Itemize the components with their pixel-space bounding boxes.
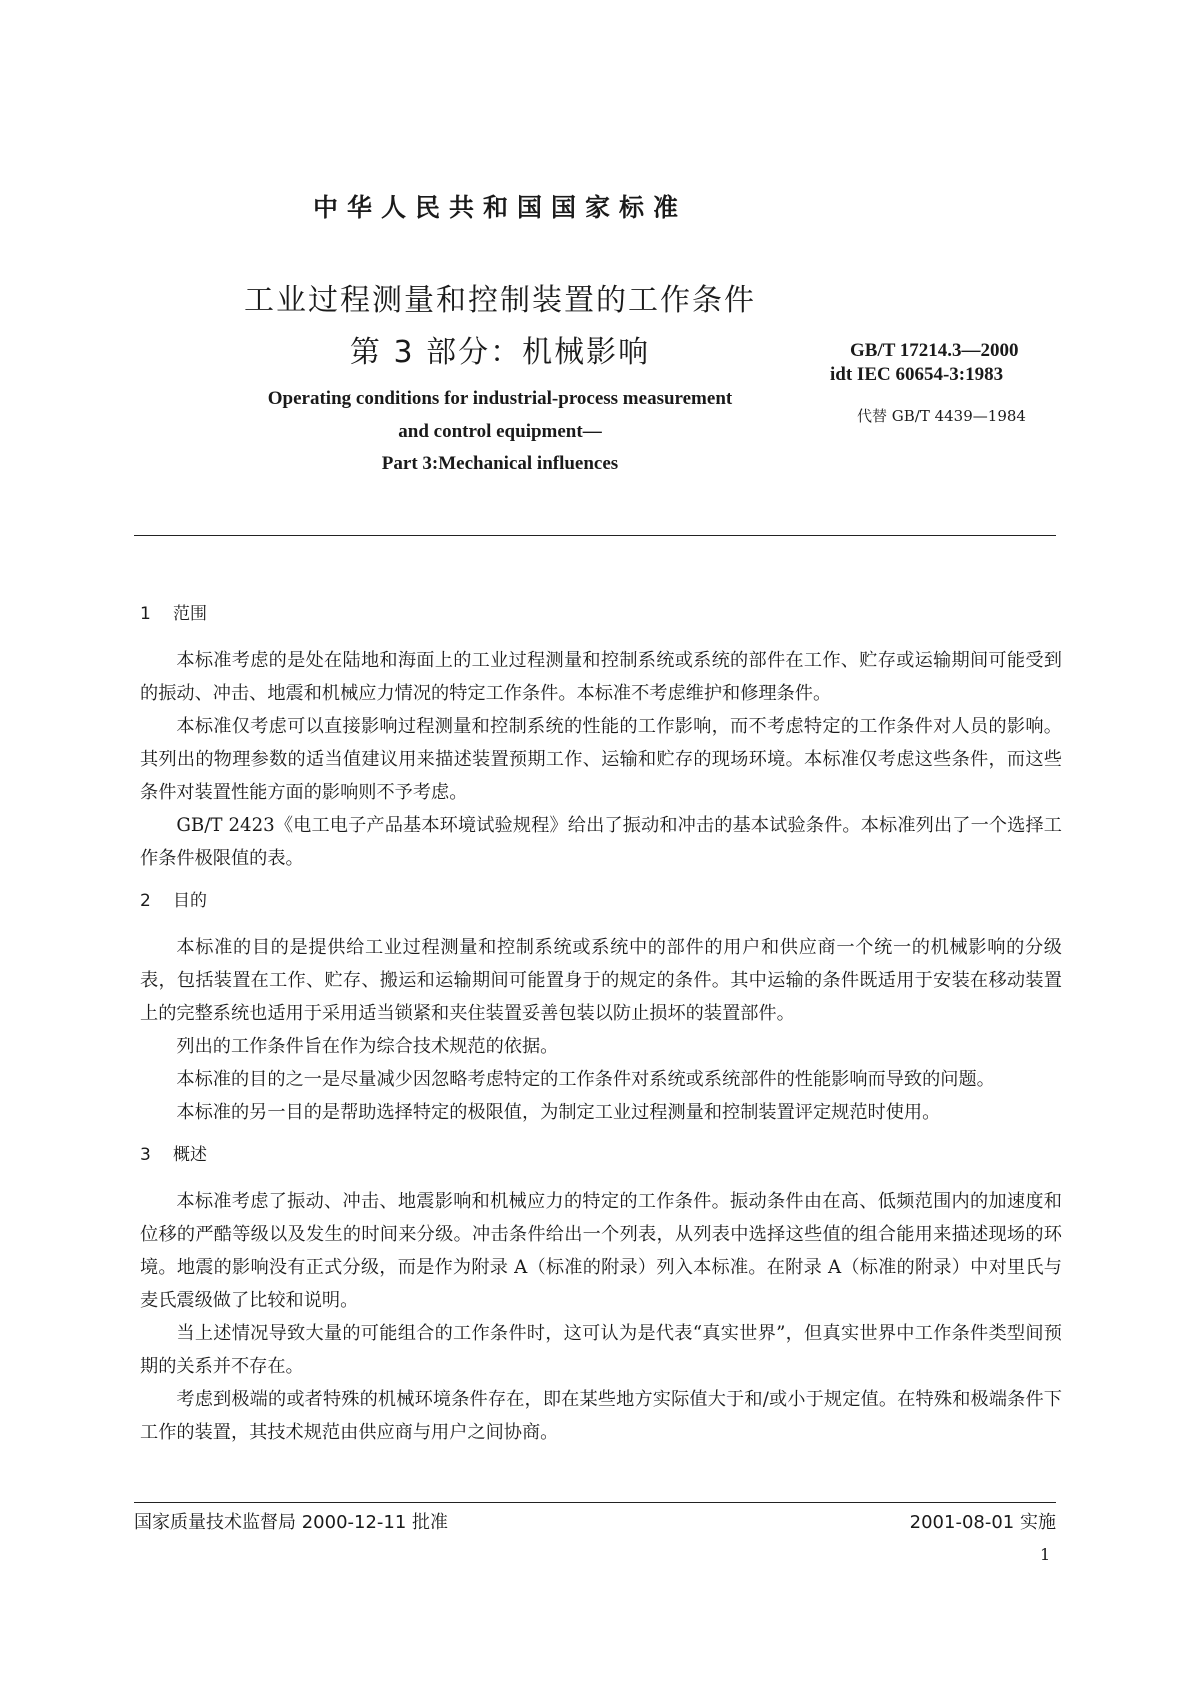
english-title-line1: Operating conditions for industrial-process measurement [267, 388, 733, 409]
english-title-line3: Part 3:Mechanical influences [381, 453, 619, 474]
paragraph: 本标准的目的是提供给工业过程测量和控制系统或系统中的部件的用户和供应商一个统一的机械影响的分级表，包括装置在工作、贮存、搬运和运输期间可能置身于的规定的条件。其中运输的条件既适用于安装在移动装置上的完整系统也适用于采用适当锁紧和夹住装置妥善包装以防止损坏的装置部件。 [140, 937, 1062, 1024]
paragraph: 列出的工作条件旨在作为综合技术规范的依据。 [176, 1036, 559, 1057]
footer-divider [134, 1502, 1056, 1503]
paragraph: 本标准仅考虑可以直接影响过程测量和控制系统的性能的工作影响，而不考虑特定的工作条件对人员的影响。其列出的物理参数的适当值建议用来描述装置预期工作、运输和贮存的现场环境。本标准仅考虑这些条件，而这些条件对装置性能方面的影响则不予考虑。 [140, 716, 1062, 803]
paragraph: GB/T 2423《电工电子产品基本环境试验规程》给出了振动和冲击的基本试验条件。本标准列出了一个选择工作条件极限值的表。 [140, 815, 1062, 869]
section-heading [140, 598, 1062, 631]
english-title-line2: and control equipment— [398, 421, 602, 442]
paragraph: 考虑到极端的或者特殊的机械环境条件存在，即在某些地方实际值大于和/或小于规定值。在特殊和极端条件下工作的装置，其技术规范由供应商与用户之间协商。 [140, 1389, 1062, 1443]
section-title: 概述 [173, 1145, 207, 1165]
paragraph: 本标准的另一目的是帮助选择特定的极限值，为制定工业过程测量和控制装置评定规范时使用。 [176, 1102, 941, 1123]
document-title-line1: 工业过程测量和控制装置的工作条件 [244, 283, 756, 318]
section-title: 范围 [173, 604, 207, 624]
section-scope [140, 598, 1062, 875]
idt-reference: idt IEC 60654-3:1983 [830, 364, 1004, 385]
document-title-line2: 第 3 部分：机械影响 [349, 335, 651, 370]
paragraph: 本标准考虑了振动、冲击、地震影响和机械应力的特定的工作条件。振动条件由在高、低频范围内的加速度和位移的严酷等级以及发生的时间来分级。冲击条件给出一个列表，从列表中选择这些值的组合能用来描述现场的环境。地震的影响没有正式分级，而是作为附录 A（标准的附录）列入本标准。在附录 A（标准的附录）中对里氏与麦氏震级做了比较和说明。 [140, 1191, 1062, 1311]
section-number: 1 [140, 604, 151, 624]
paragraph: 当上述情况导致大量的可能组合的工作条件时，这可认为是代表“真实世界”，但真实世界中工作条件类型间预期的关系并不存在。 [140, 1323, 1062, 1377]
section-title: 目的 [173, 891, 207, 911]
standard-number: GB/T 17214.3—2000 [850, 340, 1019, 361]
section-purpose [140, 885, 1062, 1129]
effective-date: 2001-08-01 实施 [909, 1512, 1056, 1533]
replaces-standard: 代替 GB/T 4439—1984 [857, 407, 1026, 425]
approval-info: 国家质量技术监督局 2000-12-11 批准 [134, 1512, 449, 1533]
section-number: 2 [140, 891, 151, 911]
page-number: 1 [1040, 1545, 1051, 1564]
section-heading [140, 1139, 1062, 1172]
section-overview [140, 1139, 1062, 1449]
paragraph: 本标准考虑的是处在陆地和海面上的工业过程测量和控制系统或系统的部件在工作、贮存或运输期间可能受到的振动、冲击、地震和机械应力情况的特定工作条件。本标准不考虑维护和修理条件。 [140, 650, 1062, 704]
header-divider [134, 535, 1056, 536]
section-heading [140, 885, 1062, 918]
section-number: 3 [140, 1145, 151, 1165]
document-body [140, 598, 1062, 1459]
national-standard-heading: 中华人民共和国国家标准 [312, 193, 687, 222]
paragraph: 本标准的目的之一是尽量减少因忽略考虑特定的工作条件对系统或系统部件的性能影响而导致的问题。 [176, 1069, 995, 1090]
